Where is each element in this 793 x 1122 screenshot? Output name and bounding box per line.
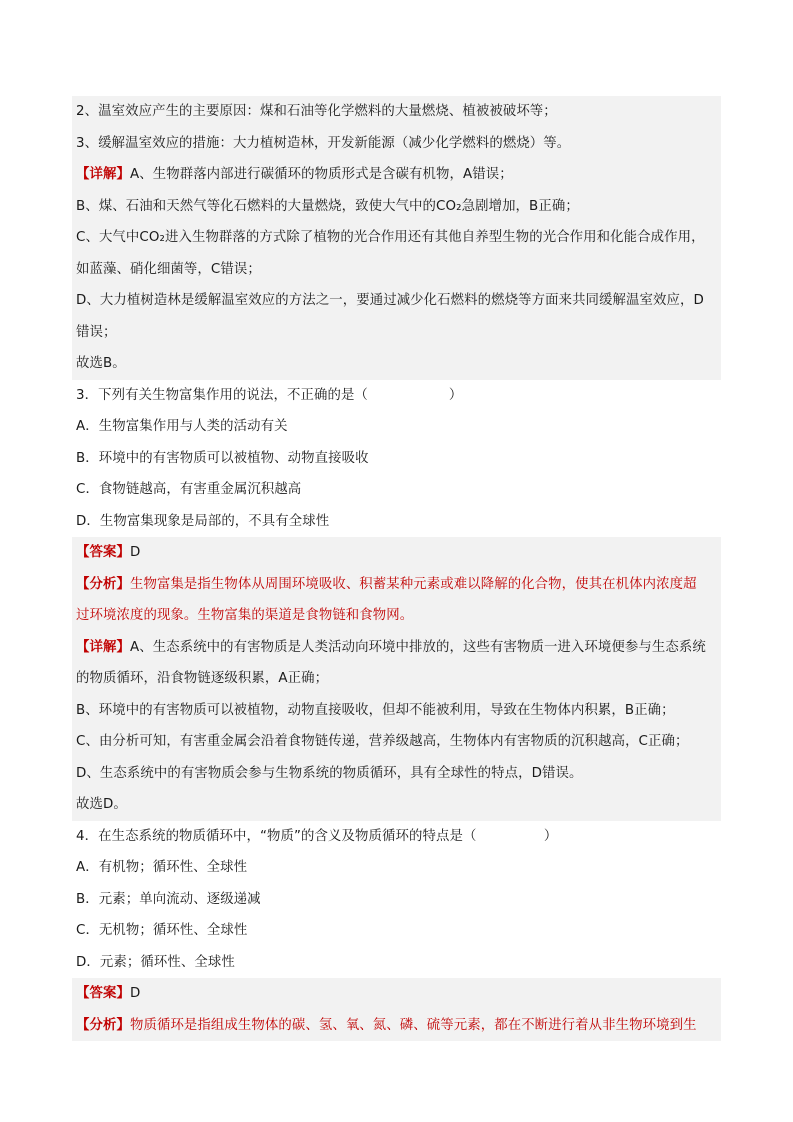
question-3 — [72, 380, 721, 538]
conclusion-line: 故选D。 — [76, 797, 127, 812]
analysis-tag: 【分析】 — [76, 1017, 130, 1033]
answer-tag: 【答案】 — [76, 986, 130, 1001]
analysis-point-2: 2、温室效应产生的主要原因：煤和石油等化学燃料的大量燃烧、植被被破坏等； — [76, 104, 557, 119]
question-stem: 3．下列有关生物富集作用的说法，不正确的是（ ） — [76, 387, 463, 403]
q3-explanation-block — [72, 537, 721, 821]
detail-line: 如蓝藻、硝化细菌等，C错误； — [76, 261, 261, 277]
analysis-line: 【分析】物质循环是指组成生物体的碳、氢、氧、氮、磷、硫等元素，都在不断进行着从非生物环境到生 — [76, 1017, 697, 1033]
q4-explanation-block — [72, 978, 721, 1041]
detail-line: C、大气中CO₂进入生物群落的方式除了植物的光合作用还有其他自养型生物的光合作用和化能合成作用， — [76, 230, 705, 245]
option-b: B．环境中的有害物质可以被植物、动物直接吸收 — [76, 450, 369, 466]
detail-line: B、环境中的有害物质可以被植物，动物直接吸收，但却不能被利用，导致在生物体内积累，B正确； — [76, 702, 675, 718]
detail-line: 错误； — [76, 324, 117, 340]
q2-explanation-block — [72, 96, 721, 380]
answer-tag: 【答案】 — [76, 545, 130, 560]
document-page — [72, 96, 721, 1041]
detail-line: 【详解】A、生物群落内部进行碳循环的物质形式是含碳有机物，A错误； — [76, 167, 513, 182]
option-a: A．生物富集作用与人类的活动有关 — [76, 419, 288, 434]
analysis-line: 过环境浓度的现象。生物富集的渠道是食物链和食物网。 — [76, 608, 414, 623]
detail-line: D、生态系统中的有害物质会参与生物系统的物质循环，具有全球性的特点，D错误。 — [76, 765, 583, 781]
option-a: A．有机物；循环性、全球性 — [76, 860, 248, 875]
answer-line — [76, 537, 717, 569]
analysis-tag: 【分析】 — [76, 576, 130, 592]
answer-value: D — [129, 545, 141, 560]
question-stem: 4．在生态系统的物质循环中，“物质”的含义及物质循环的特点是（ ） — [76, 828, 558, 844]
detail-line: B、煤、石油和天然气等化石燃料的大量燃烧，致使大气中的CO₂急剧增加，B正确； — [76, 198, 579, 214]
detail-line: C、由分析可知，有害重金属会沿着食物链传递，营养级越高，生物体内有害物质的沉积越高，C正确； — [76, 734, 689, 749]
option-d: D．元素；循环性、全球性 — [76, 954, 235, 970]
option-d: D．生物富集现象是局部的，不具有全球性 — [76, 513, 330, 529]
detail-tag: 【详解】 — [76, 639, 130, 655]
answer-value: D — [129, 986, 141, 1001]
option-c: C．食物链越高，有害重金属沉积越高 — [76, 482, 302, 497]
answer-line — [76, 978, 717, 1010]
detail-line: D、大力植树造林是缓解温室效应的方法之一，要通过减少化石燃料的燃烧等方面来共同缓解温室效应，D — [76, 293, 704, 308]
analysis-point-3: 3、缓解温室效应的措施：大力植树造林，开发新能源（减少化学燃料的燃烧）等。 — [76, 135, 571, 151]
detail-tag: 【详解】 — [76, 167, 130, 182]
detail-line: 【详解】A、生态系统中的有害物质是人类活动向环境中排放的，这些有害物质一进入环境便参与生态系统 — [76, 639, 706, 655]
analysis-line: 【分析】生物富集是指生物体从周围环境吸收、积蓄某种元素或难以降解的化合物，使其在机体内浓度超 — [76, 576, 697, 592]
question-4 — [72, 821, 721, 979]
option-c: C．无机物；循环性、全球性 — [76, 923, 248, 938]
detail-line: 的物质循环，沿食物链逐级积累，A正确； — [76, 671, 329, 686]
conclusion-line: 故选B。 — [76, 356, 126, 371]
option-b: B．元素；单向流动、逐级递减 — [76, 891, 261, 907]
